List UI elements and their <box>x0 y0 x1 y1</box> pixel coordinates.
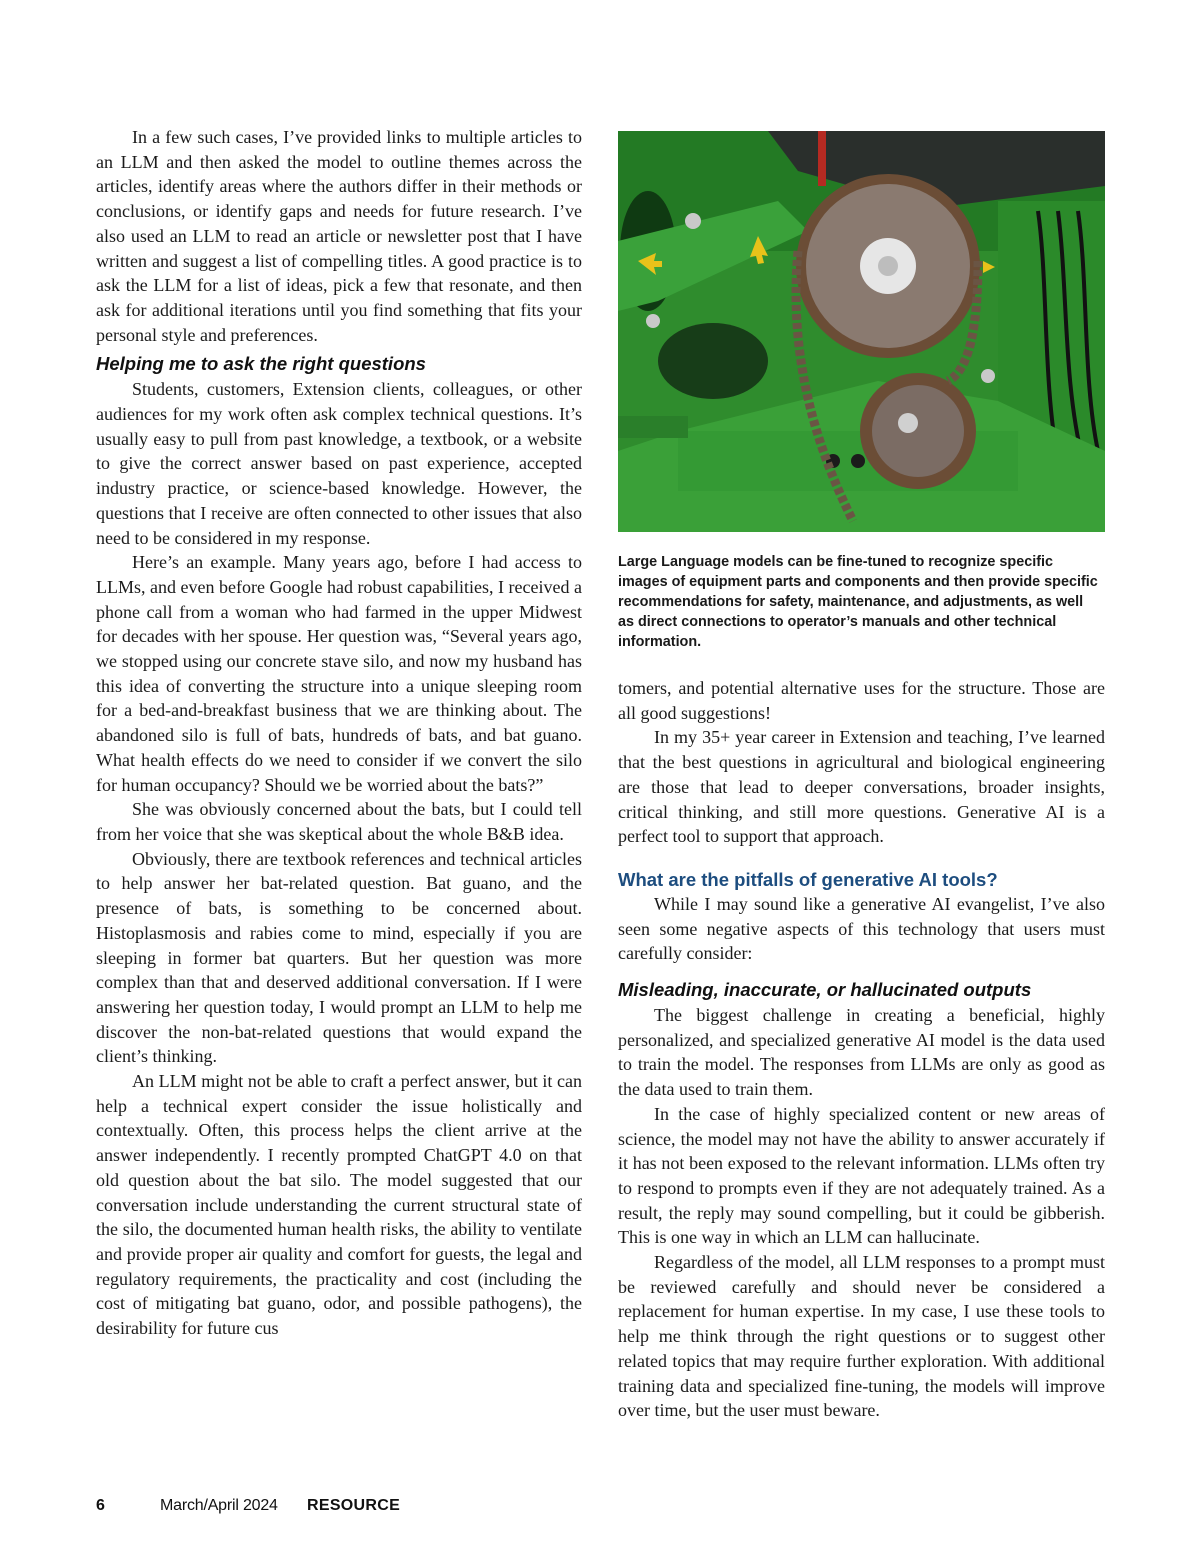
issue-date: March/April 2024 <box>160 1497 278 1514</box>
body-paragraph: The biggest challenge in creating a beneficial, highly personalized, and specialized generative AI model is the data used to train the model. The responses from LLMs are only as good as the data used to train them. <box>618 1005 1105 1100</box>
body-paragraph: She was obviously concerned about the bats, but I could tell from her voice that she was skeptical about the whole B&B idea. <box>96 799 582 844</box>
body-paragraph: Students, customers, Extension clients, colleagues, or other audiences for my work often ask complex technical questions. It’s usually easy to pull from past knowledge, a textbook, or a website to give the correct answer based on past experience, accepted industry practice, or science-based knowledge. However, the questions that I receive are often connected to other issues that also need to be considered in my response. <box>96 379 582 548</box>
body-paragraph: In the case of highly specialized content or new areas of science, the model may not have the ability to answer accurately if it has not been exposed to the relevant information. LLMs often try to respond to prompts even if they are not adequately trained. As a result, the reply may sound compelling, but it could be gibberish. This is one way in which an LLM can hallucinate. <box>618 1103 1105 1248</box>
section-heading: What are the pitfalls of generative AI tools? <box>618 868 998 890</box>
magazine-name: RESOURCE <box>307 1497 401 1514</box>
body-paragraph: Regardless of the model, all LLM responses to a prompt must be reviewed carefully and should never be considered a replacement for human expertise. In my case, I use these tools to help me think through the right questions or to suggest other related topics that may require further exploration. With additional training data and specialized fine-tuning, the models will improve over time, but the user must beware. <box>618 1252 1105 1421</box>
body-paragraph: Obviously, there are textbook references and technical articles to help answer her bat-related question. Bat guano, and the presence of bats, is something to be concerned about. Histoplasmosis and rabies come to mind, especially if you are sleeping in former bat quarters. But her question was more complex than that and deserved additional conversation. If I were answering her question today, I would prompt an LLM to help me discover the non-bat-related questions that would expand the client’s thinking. <box>96 848 582 1067</box>
page-footer <box>96 1497 400 1515</box>
left-column <box>96 125 582 1341</box>
page-number: 6 <box>96 1497 105 1514</box>
figure-caption: Large Language models can be fine-tuned to recognize specific images of equipment parts and components and then provide specific recommendations for safety, maintenance, and adjustments, as well as direct connections to operator’s manuals and other technical information. <box>618 554 1098 650</box>
equipment-photo <box>618 131 1105 532</box>
body-paragraph: tomers, and potential alternative uses for the structure. Those are all good suggestions! <box>618 678 1105 723</box>
body-paragraph: In my 35+ year career in Extension and teaching, I’ve learned that the best questions in agricultural and biological engineering are those that lead to deeper conversations, broader insights, critical thinking, and still more questions. Generative AI is a perfect tool to support that approach. <box>618 727 1105 847</box>
right-column <box>618 676 1105 1423</box>
body-paragraph: Here’s an example. Many years ago, before I had access to LLMs, and even before Google had robust capabilities, I received a phone call from a woman who had farmed in the upper Midwest for decades with her spouse. Her question was, “Several years ago, we stopped using our concrete stave silo, and now my husband has this idea of converting the structure into a unique sleeping room for a bed-and-breakfast business that we are thinking about. The abandoned silo is full of bats, hundreds of bats, and bat guano. What health effects do we need to consider if we convert the silo for human occupancy? Should we be worried about the bats?” <box>96 552 582 795</box>
section-subheading: Helping me to ask the right questions <box>96 353 426 375</box>
body-paragraph: While I may sound like a generative AI evangelist, I’ve also seen some negative aspects of this technology that users must carefully consider: <box>618 893 1105 964</box>
body-paragraph: An LLM might not be able to craft a perfect answer, but it can help a technical expert consider the issue holistically and contextually. Often, this process helps the client arrive at the answer independently. I recently prompted ChatGPT 4.0 on that old question about the bat silo. The model suggested that our conversation include understanding the current structural state of the silo, the documented human health risks, the ability to ventilate and provide proper air quality and comfort for guests, the legal and regulatory requirements, the practicality and cost (including the cost of mitigating bat guano, odor, and possible pathogens), the desirability for future cus <box>96 1071 582 1339</box>
body-paragraph: In a few such cases, I’ve provided links to multiple articles to an LLM and then asked the model to outline themes across the articles, identify areas where the authors differ in their methods or conclusions, or identify gaps and needs for future research. I’ve also used an LLM to read an article or newsletter post that I have written and suggest a list of compelling titles. A good practice is to ask the LLM for a list of ideas, pick a few that resonate, and then ask for additional iterations until you find something that fits your personal style and preferences. <box>96 127 582 345</box>
section-subheading: Misleading, inaccurate, or hallucinated outputs <box>618 979 1032 1001</box>
